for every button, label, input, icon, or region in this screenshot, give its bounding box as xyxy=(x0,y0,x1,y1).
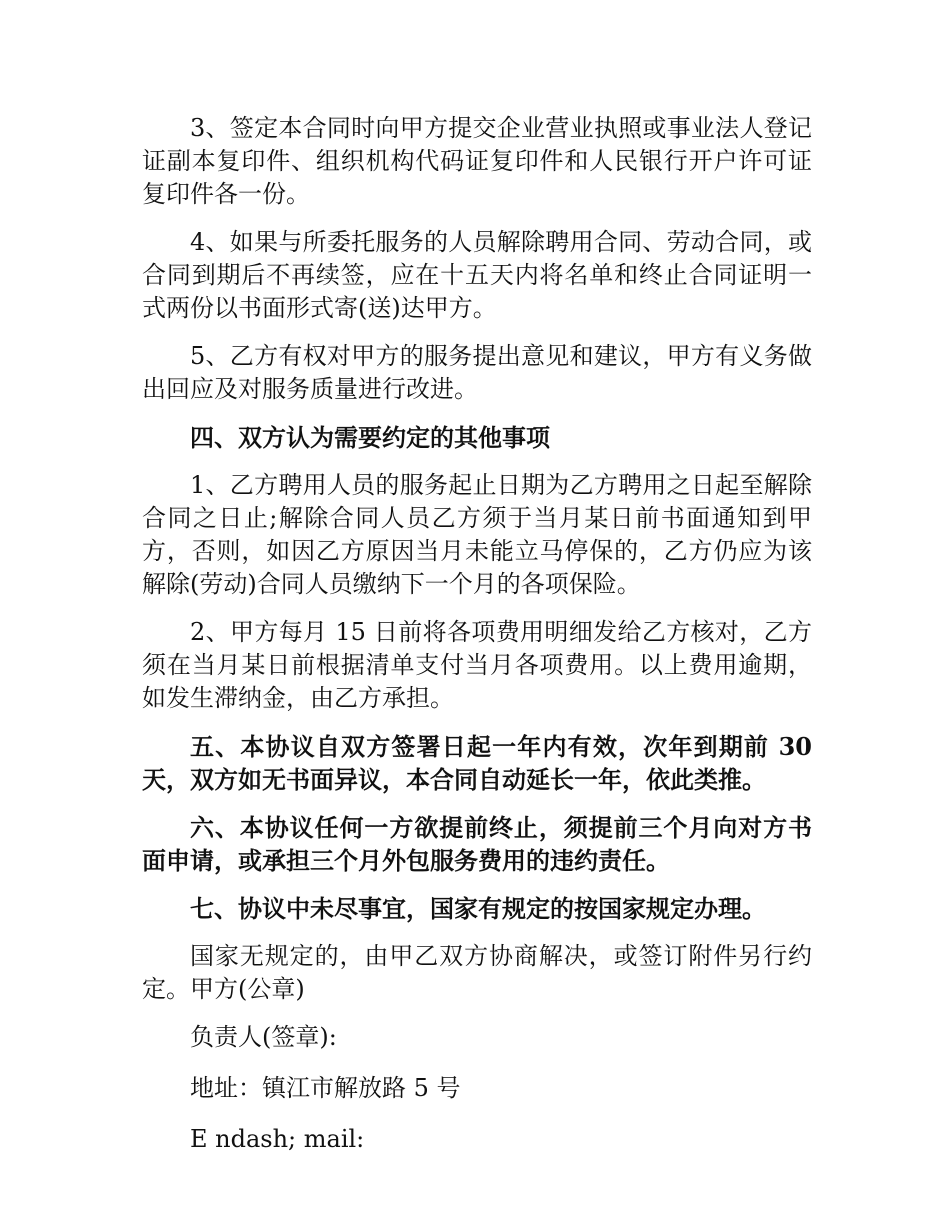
address-field: 地址：镇江市解放路 5 号 xyxy=(190,1074,461,1102)
clause-4: 4、如果与所委托服务的人员解除聘用合同、劳动合同，或合同到期后不再续签，应在十五天内将名单和终止合同证明一式两份以书面形式寄(送)达甲方。 xyxy=(142,228,812,322)
section-7: 七、协议中未尽事宜，国家有规定的按国家规定办理。 xyxy=(190,894,766,923)
closing-paragraph: 国家无规定的，由甲乙双方协商解决，或签订附件另行约定。甲方(公章) xyxy=(142,942,812,1003)
section-5: 五、本协议自双方签署日起一年内有效，次年到期前 30 天，双方如无书面异议，本合同自动延长一年，依此类推。 xyxy=(142,732,812,794)
signer-field: 负责人(签章): xyxy=(190,1023,337,1051)
clause-3: 3、签定本合同时向甲方提交企业营业执照或事业法人登记证副本复印件、组织机构代码证复印件和人民银行开户许可证复印件各一份。 xyxy=(142,114,812,208)
document-page xyxy=(142,112,812,1174)
section-4-heading: 四、双方认为需要约定的其他事项 xyxy=(190,423,550,452)
section-4-item-1: 1、乙方聘用人员的服务起止日期为乙方聘用之日起至解除合同之日止;解除合同人员乙方须于当月某日前书面通知到甲方，否则，如因乙方原因当月未能立马停保的，乙方仍应为该解除(劳动)合同人员缴纳下一个月的各项保险。 xyxy=(142,471,812,598)
section-6: 六、本协议任何一方欲提前终止，须提前三个月向对方书面申请，或承担三个月外包服务费用的违约责任。 xyxy=(142,813,812,875)
section-4-item-2: 2、甲方每月 15 日前将各项费用明细发给乙方核对，乙方须在当月某日前根据清单支付当月各项费用。以上费用逾期，如发生滞纳金，由乙方承担。 xyxy=(142,618,812,712)
email-field: E ndash; mail: xyxy=(190,1125,365,1153)
clause-5: 5、乙方有权对甲方的服务提出意见和建议，甲方有义务做出回应及对服务质量进行改进。 xyxy=(142,342,812,403)
